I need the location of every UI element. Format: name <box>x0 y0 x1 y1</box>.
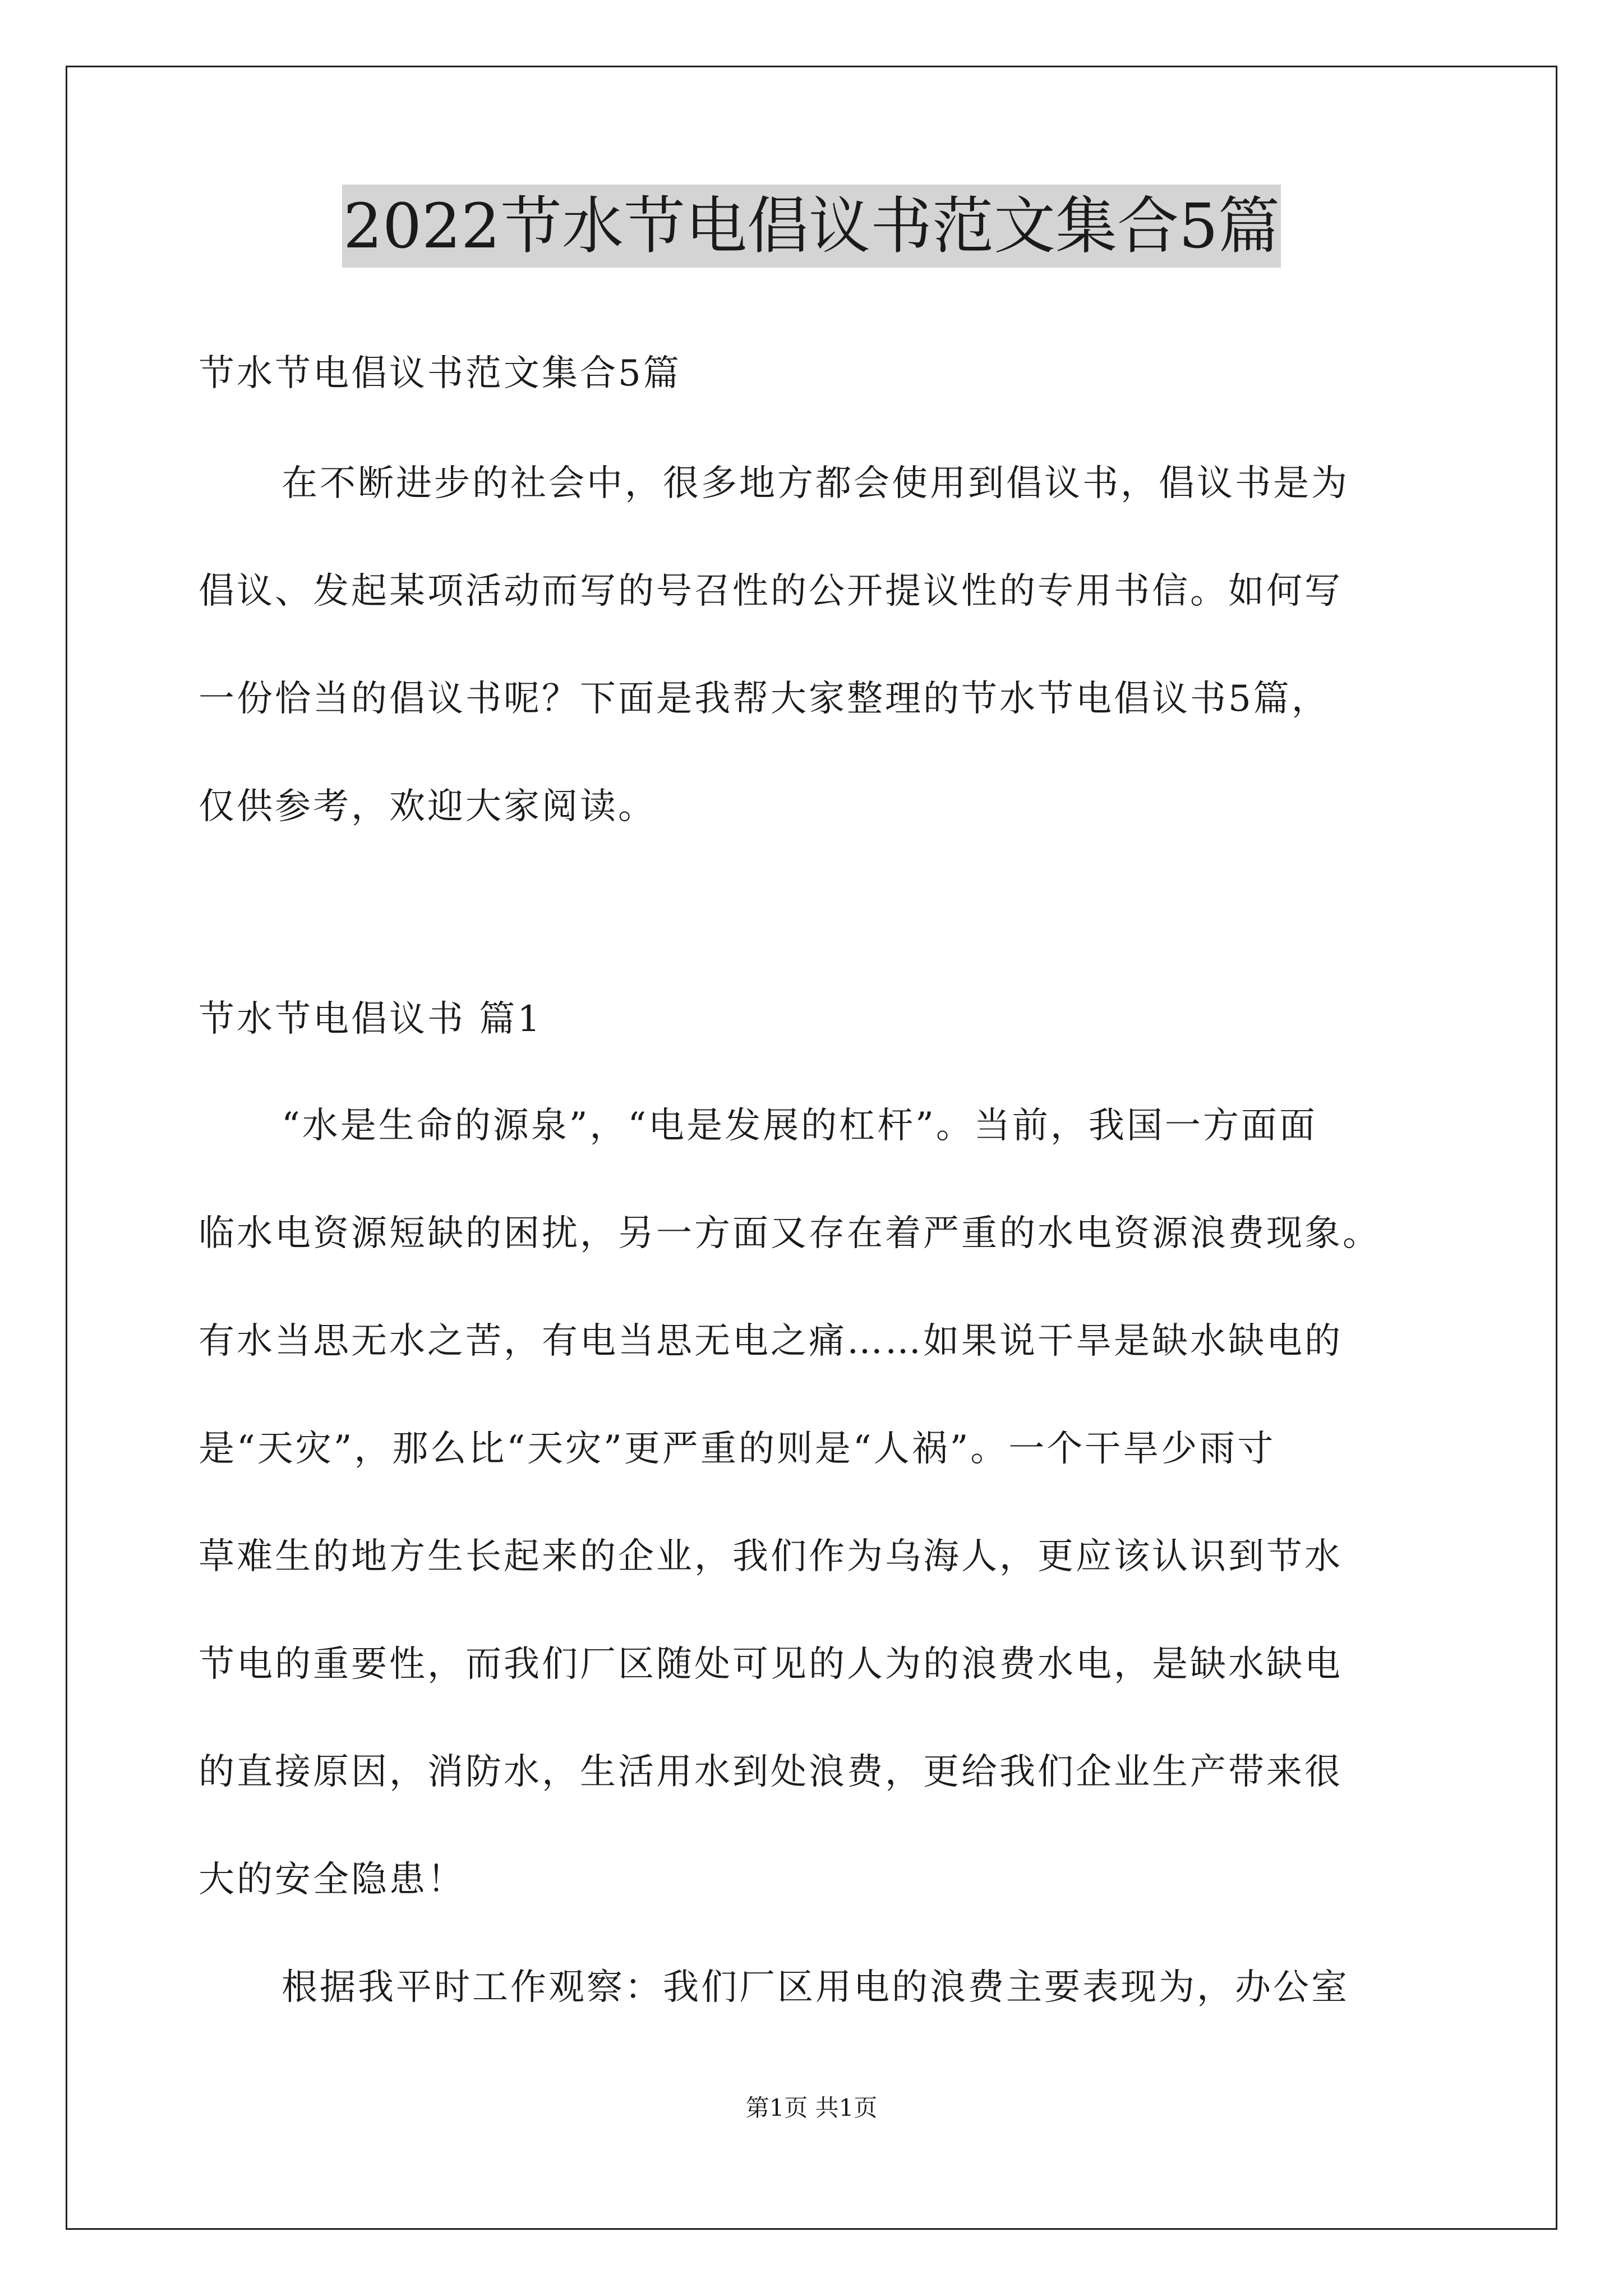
section-heading: 节水节电倡议书 篇1 <box>199 999 543 1040</box>
document-subtitle: 节水节电倡议书范文集合5篇 <box>199 353 681 394</box>
body-paragraph-line: 是“天灾”，那么比“天灾”更严重的则是“人祸”。一个干旱少雨寸 <box>199 1428 1276 1470</box>
body-paragraph-line: 大的安全隐患！ <box>199 1859 465 1901</box>
document-title: 2022节水节电倡议书范文集合5篇 <box>0 195 1623 257</box>
intro-paragraph-line: 倡议、发起某项活动而写的号召性的公开提议性的专用书信。如何写 <box>199 570 1343 612</box>
body-paragraph-line: 草难生的地方生长起来的企业，我们作为乌海人，更应该认识到节水 <box>199 1536 1343 1577</box>
body-paragraph-line: “水是生命的源泉”，“电是发展的杠杆”。当前，我国一方面面 <box>282 1105 1317 1147</box>
body-paragraph-line: 的直接原因，消防水，生活用水到处浪费，更给我们企业生产带来很 <box>199 1751 1343 1793</box>
body-paragraph-line: 根据我平时工作观察：我们厂区用电的浪费主要表现为，办公室 <box>282 1967 1349 2008</box>
body-paragraph-line: 临水电资源短缺的困扰，另一方面又存在着严重的水电资源浪费现象。 <box>199 1213 1381 1254</box>
intro-paragraph-line: 在不断进步的社会中，很多地方都会使用到倡议书，倡议书是为 <box>282 463 1349 504</box>
body-paragraph-line: 节电的重要性，而我们厂区随处可见的人为的浪费水电，是缺水缺电 <box>199 1644 1343 1685</box>
page-footer: 第1页 共1页 <box>745 2094 878 2122</box>
intro-paragraph-line: 仅供参考，欢迎大家阅读。 <box>199 786 656 827</box>
body-paragraph-line: 有水当思无水之苦，有电当思无电之痛……如果说干旱是缺水缺电的 <box>199 1320 1343 1362</box>
intro-paragraph-line: 一份恰当的倡议书呢？下面是我帮大家整理的节水节电倡议书5篇， <box>199 678 1330 720</box>
